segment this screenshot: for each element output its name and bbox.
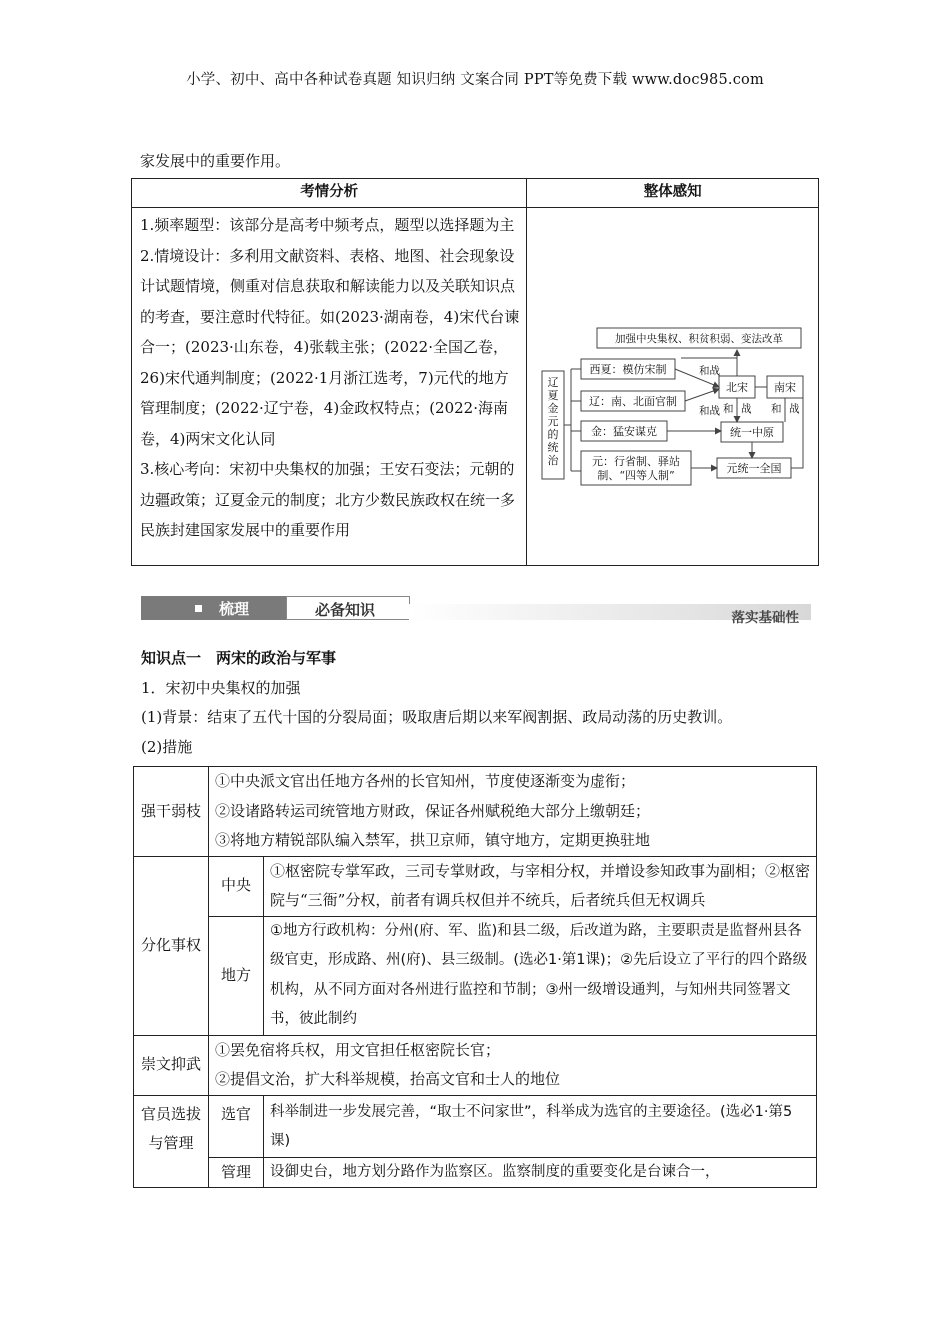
zhongyang-text: ①枢密院专掌军政，三司专掌财政，与宰相分权，并增设参知政事为副相；②枢密院与“三衙”分权，前者有调兵权但并不统兵，后者统兵但无权调兵 <box>264 856 817 916</box>
page-header: 小学、初中、高中各种试卷真题 知识归纳 文案合同 PPT等免费下载 www.doc985.com <box>186 72 764 88</box>
analysis-item-1: 1.频率题型：该部分是高考中频考点，题型以选择题为主 <box>140 216 515 234</box>
beisong-text: 北宋 <box>726 381 749 394</box>
analysis-text <box>132 208 527 566</box>
chongwen-line-2: ②提倡文治，扩大科举规模，抬高文官和士人的地位 <box>215 1070 561 1088</box>
measures-heading: (2)措施 <box>141 738 193 756</box>
chongwen-line-1: ①罢免宿将兵权，用文官担任枢密院长官； <box>215 1040 501 1059</box>
qianggan-line-1: ①中央派文官出任地方各州的长官知州，节度使逐渐变为虚衔； <box>215 772 636 790</box>
guanyuan-label-2: 与管理 <box>148 1134 194 1152</box>
measures-table <box>133 766 817 1188</box>
col-header-analysis: 考情分析 <box>132 179 527 208</box>
difang-text: ①地方行政机构：分州(府、军、监)和县二级，后改道为路，主要职责是监督州县各级官吏，形成路、州(府)、县三级制。(选必1·第1课)；②先后设立了平行的四个路级机构，从不同方面对各州进行监控和节制；③州一级增设通判，与知州共同签署文书，彼此制约 <box>264 916 817 1035</box>
jin-text: 金：猛安谋克 <box>591 425 658 438</box>
overview-cell <box>527 208 819 566</box>
sublabel-difang: 地方 <box>209 916 264 1035</box>
yuan-tongyi-text: 元统一全国 <box>726 462 782 475</box>
hezhan-label-1: 和战 <box>699 365 721 377</box>
zhan-label-2: 战 <box>789 403 800 415</box>
analysis-table <box>131 178 819 566</box>
qianggan-line-2: ②设诸路转运司统管地方财政，保证各州赋税绝大部分上缴朝廷； <box>215 801 651 820</box>
yuan-text-1: 元：行省制、驿站 <box>592 455 681 468</box>
qianggan-text <box>209 767 817 857</box>
side-label: 辽夏金元的统治 <box>547 376 559 467</box>
zhan-label-1: 战 <box>741 403 752 415</box>
lead-line: 家发展中的重要作用。 <box>140 152 291 170</box>
section-band <box>141 596 811 626</box>
row-label-fenhua: 分化事权 <box>134 856 209 1035</box>
analysis-item-3: 3.核心考向：宋初中央集权的加强；王安石变法；元朝的边疆政策；辽夏金元的制度；北方少数民族政权在统一多民族封建国家发展中的重要作用 <box>140 460 516 539</box>
analysis-item-2: 2.情境设计：多利用文献资料、表格、地图、社会现象设计试题情境，侧重对信息获取和解读能力以及关联知识点的考查，要注意时代特征。如(2023·湖南卷，4)宋代台谏合一；(2023·山东卷，4)张载主张；(2022·全国乙卷，26)宋代通判制度；(2022·1月浙江选考，7)元代的地方管理制度；(2022·辽宁卷，4)金政权特点；(2022·海南卷，4)两宋文化认同 <box>140 246 520 448</box>
row-label-guanyuan <box>134 1095 209 1188</box>
nansong-text: 南宋 <box>774 381 797 394</box>
he-label-2: 和 <box>771 403 782 415</box>
he-label-1: 和 <box>723 403 734 415</box>
background-text: (1)背景：结束了五代十国的分裂局面；吸取唐后期以来军阀割据、政局动荡的历史教训。 <box>141 708 733 726</box>
liao-text: 辽：南、北面官制 <box>589 395 678 408</box>
row-label-chongwen: 崇文抑武 <box>134 1035 209 1095</box>
band-tag: 梳理 <box>219 600 250 618</box>
xuanguan-text: 科举制进一步发展完善，“取士不问家世”，科举成为选官的主要途径。(选必1·第5课) <box>264 1095 817 1157</box>
guanyuan-label-1: 官员选拔 <box>140 1104 201 1123</box>
chongwen-text <box>209 1035 817 1095</box>
knowledge-point-title: 知识点一 两宋的政治与军事 <box>141 649 337 667</box>
qianggan-line-3: ③将地方精锐部队编入禁军，拱卫京师，镇守地方，定期更换驻地 <box>215 831 651 849</box>
band-right-label: 落实基础性 <box>731 610 799 626</box>
tongyi-text: 统一中原 <box>730 426 775 439</box>
bullet-icon <box>195 605 202 612</box>
knowledge-diagram <box>541 326 811 496</box>
top-box-text: 加强中央集权、积贫积弱、变法改革 <box>615 333 784 345</box>
sublabel-zhongyang: 中央 <box>209 856 264 916</box>
hezhan-label-2: 和战 <box>699 405 721 417</box>
row-label-qianggan: 强干弱枝 <box>134 767 209 857</box>
yuan-text-2: 制、“四等人制” <box>597 469 675 482</box>
band-title: 必备知识 <box>315 601 376 619</box>
col-header-overview: 整体感知 <box>527 179 819 208</box>
sublabel-xuanguan: 选官 <box>209 1095 264 1157</box>
sublabel-guanli: 管理 <box>209 1157 264 1188</box>
xixia-text: 西夏：模仿宋制 <box>589 363 667 376</box>
subheading-1: 1．宋初中央集权的加强 <box>141 679 301 697</box>
guanli-text: 设御史台，地方划分路作为监察区。监察制度的重要变化是台谏合一， <box>264 1157 817 1188</box>
